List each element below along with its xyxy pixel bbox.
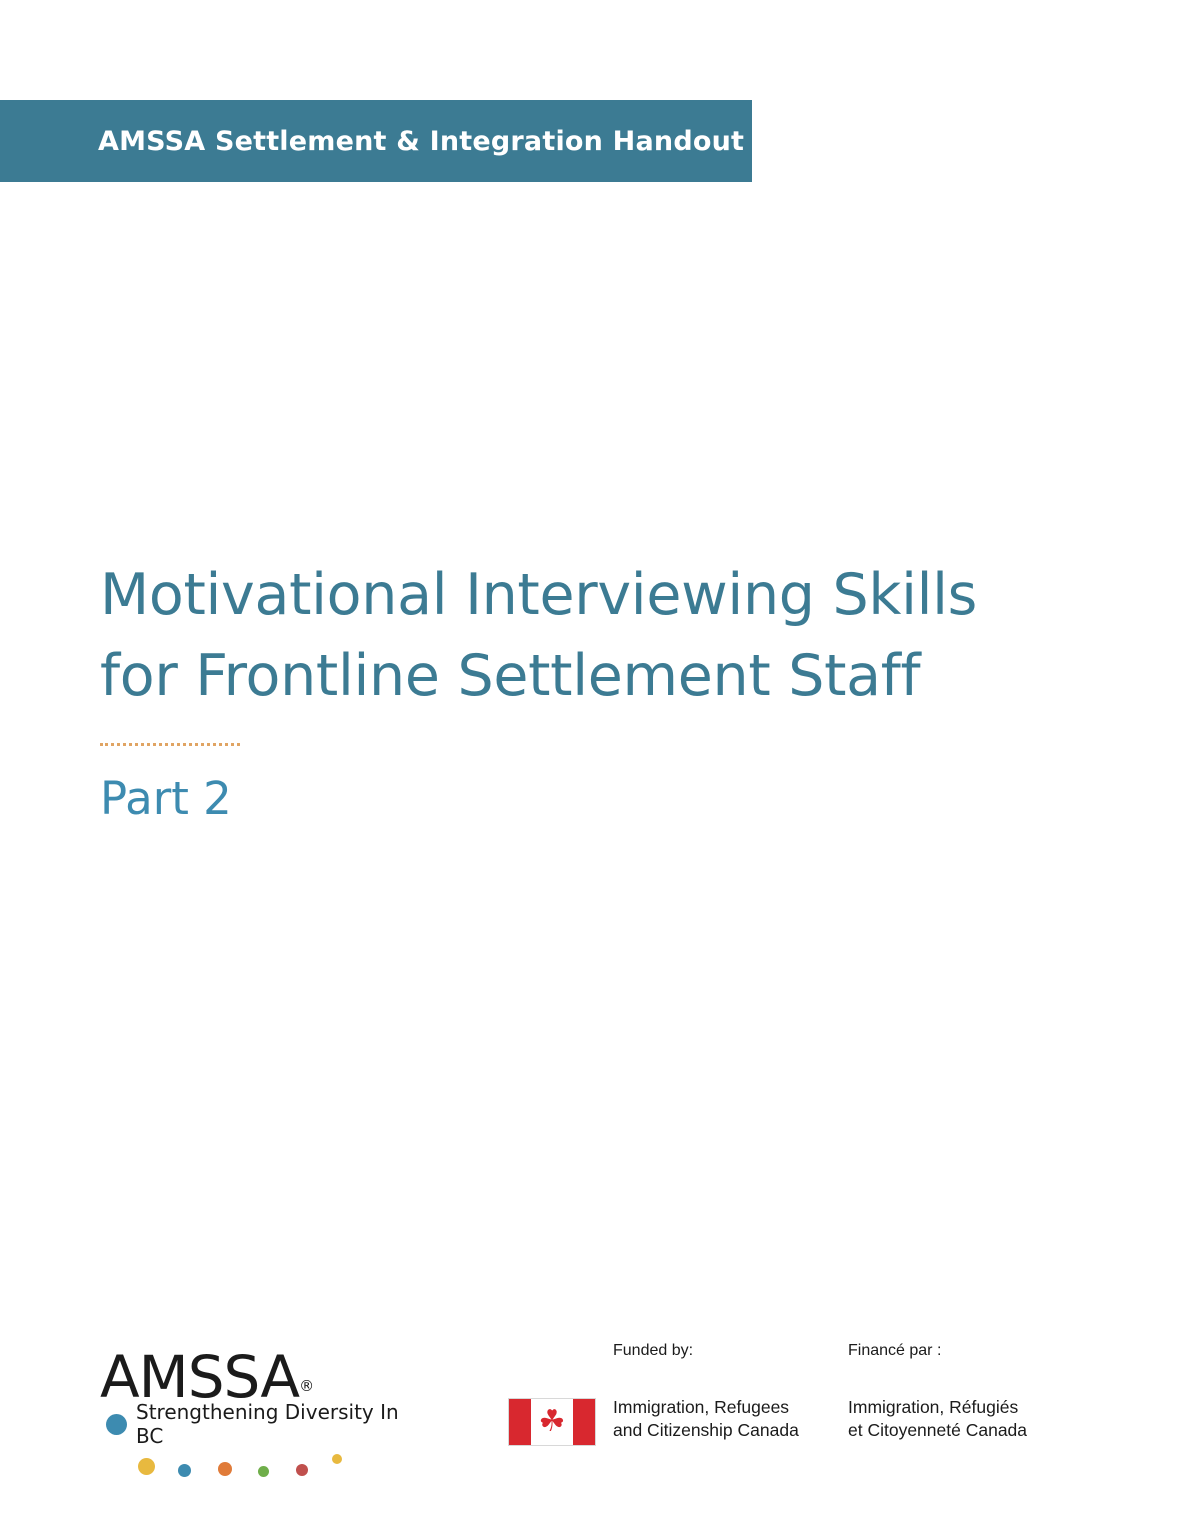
funded-by-label-en: Funded by: [613,1342,694,1359]
department-name-fr [848,1396,1027,1442]
accent-dot-2 [178,1464,191,1477]
header-banner [0,100,752,182]
flag-left-bar [509,1399,531,1445]
maple-leaf-icon: ☘ [538,1405,566,1438]
amssa-accent-dots [130,1452,410,1486]
canada-flag-icon [508,1398,596,1446]
accent-dot-6 [332,1454,342,1464]
department-en-line-2: and Citizenship Canada [613,1420,799,1441]
title-block [100,555,1000,825]
page-title-line-2: for Frontline Settlement Staff [100,642,921,709]
funding-row [508,1396,1108,1456]
funding-labels [508,1342,1108,1368]
page-title [100,555,1000,717]
amssa-dot-icon [106,1414,127,1435]
page-title-line-1: Motivational Interviewing Skills [100,562,978,628]
funded-by-label-fr: Financé par : [848,1342,942,1359]
department-name-en [613,1396,799,1442]
flag-center [531,1399,573,1445]
accent-dot-1 [138,1458,155,1475]
amssa-wordmark [100,1343,315,1411]
amssa-wordmark-text: AMSSA [100,1343,300,1411]
header-banner-title: AMSSA Settlement & Integration Handout [98,125,745,157]
flag-right-bar [573,1399,595,1445]
department-fr-line-2: et Citoyenneté Canada [848,1420,1028,1441]
dotted-divider [100,743,240,746]
department-en-line-1: Immigration, Refugees [613,1397,790,1417]
accent-dot-4 [258,1466,269,1477]
accent-dot-5 [296,1464,308,1476]
amssa-logo [100,1343,410,1486]
page-subtitle: Part 2 [100,771,232,825]
footer [0,1330,1180,1510]
amssa-tagline: Strengthening Diversity In BC [136,1400,399,1448]
department-fr-line-1: Immigration, Réfugiés [848,1397,1019,1417]
funding-block [508,1342,1108,1456]
accent-dot-3 [218,1462,232,1476]
registered-trademark-icon: ® [299,1377,315,1395]
